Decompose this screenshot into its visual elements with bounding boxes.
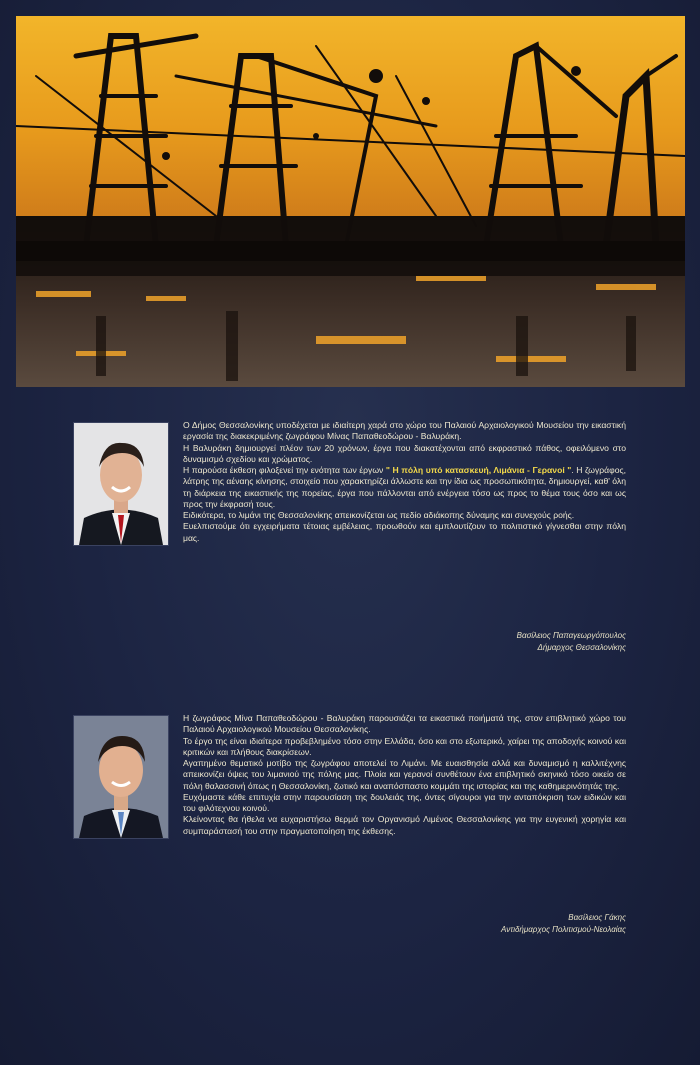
harbor-painting <box>16 16 685 387</box>
paragraph: Ευχόμαστε κάθε επιτυχία στην παρουσίαση της δουλειάς της, όντες σίγουροι για την ανταπόκριση των ειδικών και του φιλότεχνου κοινού. <box>183 791 626 813</box>
deputy-mayor-message <box>183 713 626 837</box>
signature-title: Αντιδήμαρχος Πολιτισμού-Νεολαίας <box>501 925 626 934</box>
mayor-portrait <box>73 422 169 546</box>
paragraph: Ο Δήμος Θεσσαλονίκης υποδέχεται με ιδιαίτερη χαρά στο χώρο του Παλαιού Αρχαιολογικού Μουσείου την εικαστική εργασία της διακεκριμένης ζωγράφου Μίνας Παπαθεοδώρου - Βαλυράκη. <box>183 420 626 442</box>
paragraph: Αγαπημένο θεματικό μοτίβο της ζωγράφου αποτελεί το Λιμάνι. Με ευαισθησία αλλά και δυναμισμό η καλλιτέχνης απεικονίζει όψεις του λιμανιού της πόλης μας. Πλοία και γερανοί συνθέτουν ένα επιβλητικό σκηνικό τόσο οικείο σε πόλη θαλασσινή όπως η Θεσσαλονίκη, ζωτικό και αναπόσπαστο κομμάτι της ιστορίας και της καθημερινότητάς της. <box>183 758 626 791</box>
harbor-cranes-painting-icon <box>16 16 685 387</box>
paragraph: Η Βαλυράκη δημιουργεί πλέον των 20 χρόνων, έργα που διακατέχονται από εκφραστικό πάθος, οφειλόμενο στο δυναμισμό σχεδίου και χρώματος. <box>183 442 626 464</box>
deputy-mayor-signature <box>501 912 626 936</box>
signature-name: Βασίλειος Γάκης <box>568 913 626 922</box>
deputy-mayor-portrait <box>73 715 169 839</box>
signature-title: Δήμαρχος Θεσσαλονίκης <box>537 643 626 652</box>
paragraph-text: . Η ζωγράφος, λάτρης της αέναης κίνησης, στοιχείο που χαρακτηρίζει άλλωστε και την ίδια ως προσωπικότητα, δημιουργεί, καθ' όλη τη διάρκεια της εικαστικής της πορείας, έργα που πάλλονται από ενέργεια τόσο ως προς το θέμα τους όσο και ως προς την έκφρασή τους. <box>183 465 627 509</box>
paragraph-text: Η παρούσα έκθεση φιλοξενεί την ενότητα των έργων <box>183 465 386 475</box>
paragraph: Το έργο της είναι ιδιαίτερα προβεβλημένο τόσο στην Ελλάδα, όσο και στο εξωτερικό, χαίρει της αποδοχής κοινού και κριτικών και πλήθους διακρίσεων. <box>183 735 626 757</box>
mayor-portrait-icon <box>74 423 168 545</box>
mayor-signature <box>517 630 626 654</box>
deputy-mayor-portrait-icon <box>74 716 168 838</box>
paragraph: Η ζωγράφος Μίνα Παπαθεοδώρου - Βαλυράκη παρουσιάζει τα εικαστικά ποιήματά της, στον επιβλητικό χώρο του Παλαιού Αρχαιολογικού Μουσείου Θεσσαλονίκης. <box>183 713 626 735</box>
exhibition-title: " Η πόλη υπό κατασκευή, Λιμάνια - Γερανοί " <box>385 465 572 475</box>
paragraph: Ευελπιστούμε ότι εγχειρήματα τέτοιας εμβέλειας, προωθούν και εμπλουτίζουν το πολιτιστικό γίγνεσθαι στην πόλη μας. <box>183 521 626 543</box>
paragraph <box>183 465 626 510</box>
paragraph: Κλείνοντας θα ήθελα να ευχαριστήσω θερμά τον Οργανισμό Λιμένος Θεσσαλονίκης για την ευγενική χορηγία και συμπαράστασή του στην πραγματοποίηση της έκθεσης. <box>183 814 626 836</box>
mayor-message <box>183 420 626 544</box>
paragraph: Ειδικότερα, το λιμάνι της Θεσσαλονίκης απεικονίζεται ως πεδίο αδιάκοπης δύναμης και συνεχούς ροής. <box>183 510 575 520</box>
signature-name: Βασίλειος Παπαγεωργόπουλος <box>516 631 626 640</box>
